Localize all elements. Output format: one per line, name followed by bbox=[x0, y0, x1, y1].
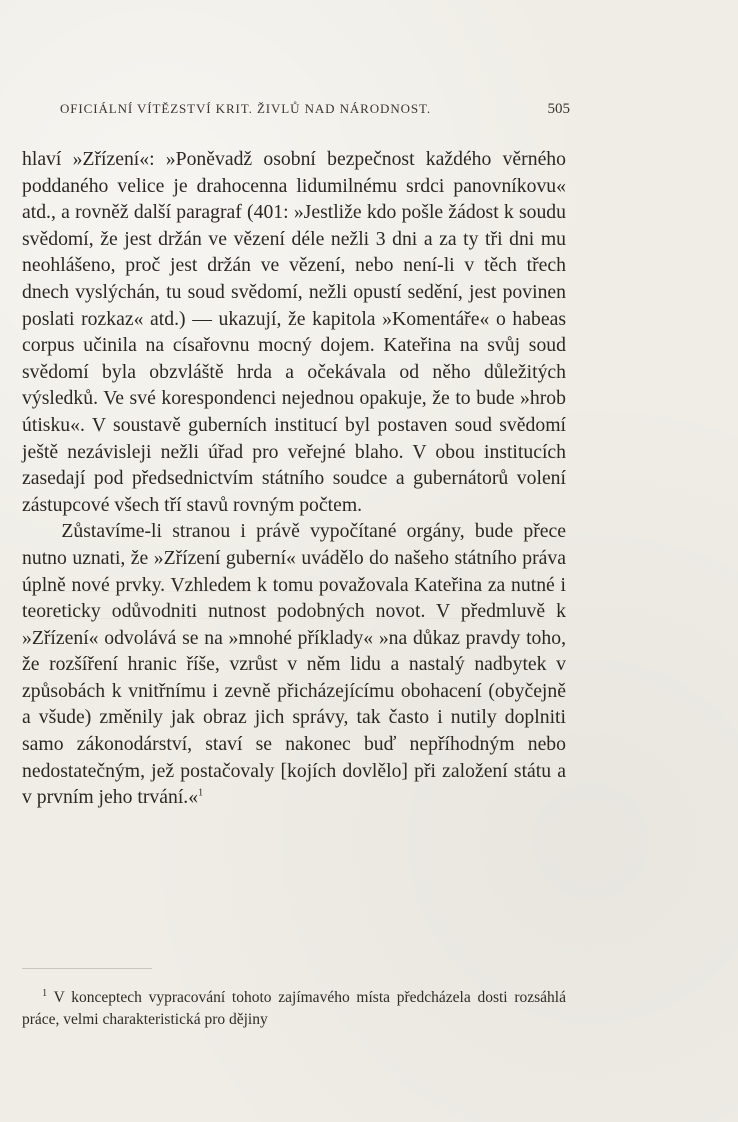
footnote-paragraph bbox=[22, 987, 566, 1031]
paragraph-2-text: Zůstavíme-li stranou i právě vypočítané orgány, bude přece nutno uznati, že »Zřízení guberní« uvádělo do našeho státního práva úplně nové prvky. Vzhledem k tomu považovala Kateřina za nutné i teoreticky odůvodniti nutnost podobných novot. V předmluvě k »Zřízení« odvolává se na »mnohé příklady« »na důkaz pravdy toho, že rozšíření hranic říše, vzrůst v něm lidu a nastalý nadbytek v způsobách k vnitřnímu i zevně přicházejícímu obohacení (obyčejně a všude) změnily jak obraz jich správy, tak často i nutily doplniti samo zákonodárství, staví se nakonec buď nepříhodným nebo nedostatečným, jež postačovaly [kojích dovlělo] při založení státu a v prvním jeho trvání.« bbox=[22, 520, 566, 809]
page-number: 505 bbox=[547, 101, 570, 117]
paragraph-1: hlaví »Zřízení«: »Poněvadž osobní bezpečnost každého věrného poddaného velice je drahocenna lidumilnému srdci panovníkovu« atd., a rovněž další paragraf (401: »Jestliže kdo pošle žádost k soudu svědomí, že jest držán ve vězení déle nežli 3 dni a za ty tři dni mu neohlášeno, proč jest držán ve vězení, nebo není-li v těch třech dnech vyslýchán, tu soud svědomí, nežli opustí sedění, jest povinen poslati rozkaz« atd.) — ukazují, že kapitola »Komentáře« o habeas corpus učinila na císařovnu mocný dojem. Kateřina na svůj soud svědomí byla obzvláště hrda a očekávala od něho důležitých výsledků. Ve své korespondenci nejednou opakuje, že to bude »hrob útisku«. V soustavě guberních institucí byl postaven soud svědomí ještě nezávisleji nežli úřad pro veřejné blaho. V obou institucích zasedají pod předsednictvím státního soudce a gubernátorů volení zástupcové všech tří stavů rovným počtem. bbox=[22, 148, 566, 516]
show-through-line-a bbox=[28, 591, 548, 592]
show-through-line-b bbox=[28, 618, 548, 619]
running-head: OFICIÁLNÍ VÍTĚZSTVÍ KRIT. ŽIVLŮ NAD NÁRODNOST. bbox=[60, 101, 432, 116]
footnote-divider bbox=[22, 968, 152, 969]
body-text bbox=[22, 146, 566, 811]
page-header bbox=[60, 101, 570, 125]
footnote-reference: 1 bbox=[198, 787, 204, 799]
footnote bbox=[22, 987, 566, 1031]
paragraph-2 bbox=[22, 518, 566, 811]
footnote-text: V konceptech vypracování tohoto zajímavého místa předcházela dosti rozsáhlá práce, velmi charakteristická pro dějiny bbox=[22, 989, 566, 1028]
footnote-mark: 1 bbox=[42, 987, 48, 999]
